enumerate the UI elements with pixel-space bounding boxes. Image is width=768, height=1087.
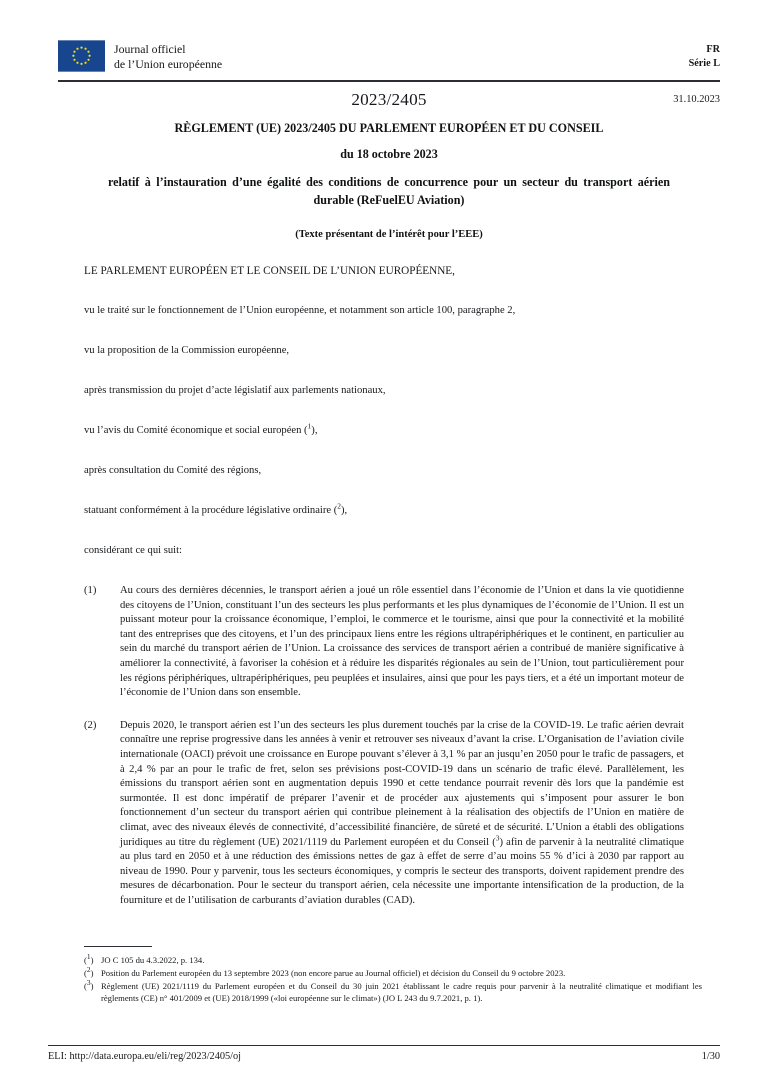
masthead: [58, 40, 720, 80]
footnote-marker: (1): [84, 952, 94, 965]
footnote-text: Position du Parlement européen du 13 septembre 2023 (non encore parue au Journal officiel) et décision du Conseil du 9 octobre 2023.: [101, 968, 566, 979]
masthead-meta: [689, 40, 720, 71]
footnote-ref-2[interactable]: 2: [337, 501, 341, 511]
preamble-line-commission: vu la proposition de la Commission européenne,: [84, 345, 290, 356]
journal-title-line1: Journal officiel: [114, 41, 186, 56]
eu-flag-icon: [58, 40, 105, 72]
footnote-marker: (2): [84, 965, 94, 979]
footnote-marker-number: 2: [86, 965, 91, 975]
regulation-title: RÈGLEMENT (UE) 2023/2405 DU PARLEMENT EUROPÉEN ET DU CONSEIL: [174, 121, 604, 135]
preamble-procedure-text: statuant conformément à la procédure législative ordinaire (: [84, 505, 338, 516]
footnote-text: JO C 105 du 4.3.2022, p. 134.: [101, 955, 205, 965]
footnote-marker-number: 1: [86, 952, 91, 962]
preamble-eesc-text: vu l’avis du Comité économique et social européen (: [84, 425, 308, 436]
journal-title-line2: de l’Union européenne: [114, 56, 223, 71]
preamble-line-eesc: [84, 421, 684, 438]
footnote-ref-3[interactable]: 3: [495, 832, 500, 842]
preamble-institutions: LE PARLEMENT EUROPÉEN ET LE CONSEIL DE L’UNION EUROPÉENNE,: [84, 265, 455, 277]
preamble-procedure-tail: ),: [340, 505, 348, 516]
footnote-marker: (3): [84, 978, 94, 992]
masthead-rule: [58, 80, 720, 82]
footnote-text: Règlement (UE) 2021/1119 du Parlement européen et du Conseil du 30 juin 2021 établissant le cadre requis pour parvenir à la neutralité climatique et modifiant les règlements (CE) n° 401/2009 et (UE) 2018/1999 («loi européenne sur le climat») (JO L 243 du 9.7.2021, p. 1).: [101, 981, 702, 1003]
preamble-line-whereas: considérant ce qui suit:: [84, 545, 182, 556]
recital-1: [84, 584, 684, 701]
eea-relevance-note: (Texte présentant de l’intérêt pour l’EEE): [295, 229, 483, 240]
recital-number: (2): [84, 719, 97, 731]
footnote-item: [84, 978, 702, 1004]
recital-text: Au cours des dernières décennies, le transport aérien a joué un rôle essentiel dans l’économie de l’Union et dans la vie quotidienne des citoyens de l’Union, constituant l’un des secteurs les plus performants et les plus dynamiques de l’économie de l’Union. Il est un puissant moteur pour la croissance économique, l’emploi, le commerce et le tourisme, ainsi que pour la connectivité et la mobilité tant des entreprises que des citoyens, et l’un des principaux liens entre les régions ultrapériphériques et le continent, en particulier au sein du marché du transport aérien de l’Union. La croissance des services de transport aérien a contribué de manière significative à améliorer la connectivité, à favoriser la cohésion et à réduire les disparités régionales au sein de l’Union, tout particulièrement pour les régions périphériques, ultrapériphériques, peu peuplées et insulaires, ainsi que pour les pays tiers, et a été un important moteur de l’économie de l’Union dans son ensemble.: [120, 585, 684, 699]
recital-number: (1): [84, 585, 97, 596]
recital-text: [120, 719, 684, 909]
footnote-item: [84, 965, 702, 980]
journal-title: [114, 41, 222, 72]
footnote-item: [84, 952, 702, 967]
regulation-subtitle: relatif à l’instauration d’une égalité des conditions de concurrence pour un secteur du transport aérien durable (ReFuelEU Aviation): [108, 175, 670, 207]
footer-separator: [48, 1045, 720, 1046]
document-body: [84, 264, 684, 908]
series-label: Série L: [688, 58, 720, 69]
journal-brand: [58, 40, 222, 72]
recital-text-part1: Depuis 2020, le transport aérien est l’un des secteurs les plus durement touchés par la crise de la COVID-19. Le trafic aérien devrait connaître une reprise progressive dans les années à venir et retrouver ses niveaux d’avant la crise. L’Organisation de l’aviation civile internationale (OACI) prévoit une croissance en Europe pouvant s’élever à 3,1 % par an jusqu’en 2050 pour le trafic de passagers, et à 2,4 % par an pour le trafic de fret, selon ses prévisions post-COVID-19 dans un scénario de trafic élevé. Parallèlement, les émissions du transport aérien sont en augmentation depuis 1990 et cette tendance pourrait revenir dès lors que la pandémie est surmontée. Il est donc impératif de préparer l’avenir et de procéder aux ajustements qui s’imposent pour assurer le bon fonctionnement d’un secteur du transport aérien qui contribue pleinement à la réalisation des objectifs de l’Union en matière de climat, avec des niveaux élevés de connectivité, d’accessibilité financière, de sûreté et de sécurité. L’Union a établi des obligations juridiques au titre du règlement (UE) 2021/1119 du Parlement européen et du Conseil (: [120, 719, 684, 848]
preamble-line-parliaments: après transmission du projet d’acte législatif aux parlements nationaux,: [84, 385, 386, 396]
language-code: FR: [706, 44, 720, 55]
regulation-date: du 18 octobre 2023: [340, 147, 438, 161]
page-footer: [48, 1051, 720, 1062]
footnote-separator: [84, 946, 152, 947]
document-number-row: [58, 90, 720, 112]
preamble-line-procedure: [84, 501, 684, 518]
preamble-eesc-tail: ),: [311, 425, 318, 436]
footnotes-section: [84, 952, 702, 1006]
title-block: [108, 120, 670, 240]
footnote-marker-number: 3: [86, 978, 91, 988]
recital-2: [84, 719, 684, 909]
preamble-line-cor: après consultation du Comité des régions,: [84, 465, 262, 476]
recital-text-part2: ) afin de parvenir à la neutralité climatique au plus tard en 2050 et à une réduction des émissions nettes de gaz à effet de serre d’au moins 55 % d’ici à 2030 par rapport au niveau de 1990. Pour y parvenir, tous les secteurs économiques, y compris le secteur des transports, doivent rapidement prendre des mesures de décarbonation. Pour le secteur du transport aérien, cela nécessite une importante intensification de la production, de la fourniture et de l’utilisation de carburants d’aviation durables (CAD).: [120, 836, 684, 906]
eli-link[interactable]: ELI: http://data.europa.eu/eli/reg/2023/2405/oj: [48, 1051, 242, 1062]
preamble-line-treaty: vu le traité sur le fonctionnement de l’Union européenne, et notamment son article 100, paragraphe 2,: [84, 305, 516, 316]
page-number: 1/30: [701, 1051, 720, 1062]
footnote-ref-1[interactable]: 1: [307, 421, 312, 431]
document-number: 2023/2405: [351, 90, 427, 109]
publication-date: 31.10.2023: [673, 94, 720, 105]
